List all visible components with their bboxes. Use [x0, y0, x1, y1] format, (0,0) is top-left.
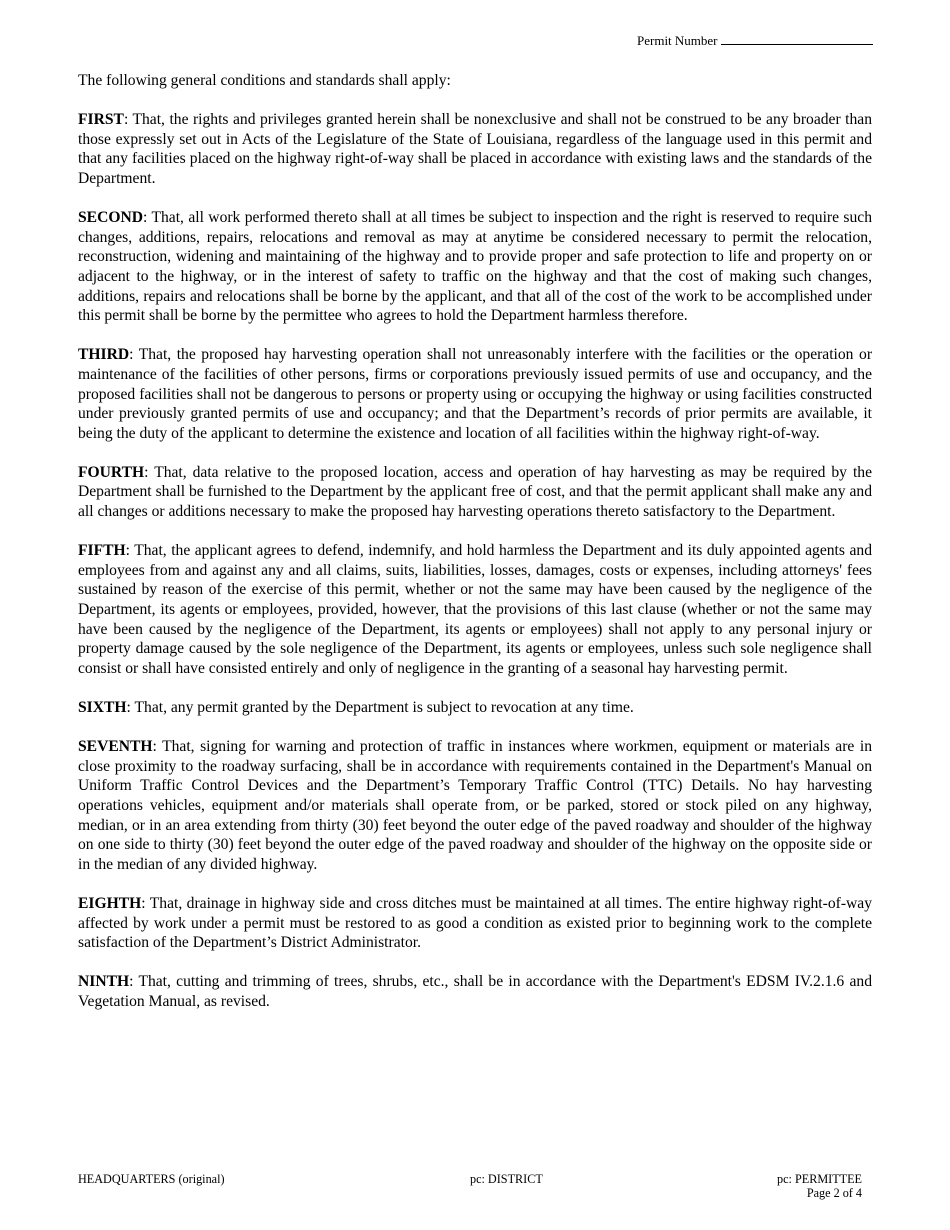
clause-separator: :	[129, 973, 139, 991]
clause-separator: :	[123, 111, 133, 129]
clause-separator: :	[141, 894, 150, 912]
clause-text: That, the applicant agrees to defend, indemnify, and hold harmless the Department and its duly appointed agents and employees from and against any and all claims, suits, liabilities, losses, damages, costs or expenses, including attorneys' fees sustained by reason of the exercise of this permit, whether or not the same may have been caused by the negligence of the Department, its agents or employees, provided, however, that the provisions of this last clause (whether or not the same may have been caused by the negligence of the Department, its agents or employees) shall not apply to any personal injury or property damage caused by the sole negligence of the Department, its agents or employees, unless such sole negligence shall consist or shall have consisted entirely and only of negligence in the granting of a seasonal hay harvesting permit.	[78, 542, 872, 677]
document-body	[78, 71, 872, 1031]
permit-number-field	[637, 33, 873, 49]
clause-text: That, cutting and trimming of trees, shrubs, etc., shall be in accordance with the Department's EDSM IV.2.1.6 and Vegetation Manual, as revised.	[78, 973, 872, 1010]
footer-headquarters: HEADQUARTERS (original)	[78, 1172, 225, 1186]
clause-label: THIRD	[78, 346, 130, 364]
clause-fifth	[78, 541, 872, 678]
clause-label: FOURTH	[78, 463, 145, 481]
clause-text: That, the rights and privileges granted herein shall be nonexclusive and shall not be construed to be any broader than those expressly set out in Acts of the Legislature of the State of Louisiana, regardless of the language used in this permit and that any facilities placed on the highway right-of-way shall be placed in accordance with existing laws and the standards of the Department.	[78, 111, 872, 187]
clause-text: That, drainage in highway side and cross ditches must be maintained at all times. The entire highway right-of-way affected by work under a permit must be restored to as good a condition as existed prior to beginning work to the complete satisfaction of the Department’s District Administrator.	[78, 894, 872, 952]
clause-second	[78, 208, 872, 326]
clause-label: SEVENTH	[78, 738, 153, 756]
clause-separator: :	[144, 463, 155, 481]
clause-text: That, all work performed thereto shall at all times be subject to inspection and the right is reserved to require such changes, additions, repairs, relocations and removal as may at anytime be considered necessary to permit the relocation, reconstruction, widening and maintaining of the highway and to provide proper and safe protection to life and property on or adjacent to the highway, or in the interest of safety to traffic on the highway and that the cost of making such changes, additions, repairs and relocations shall be borne by the applicant, and that all of the cost of the work to be accomplished under this permit shall be borne by the permittee who agrees to hold the Department harmless therefore.	[78, 209, 872, 325]
clause-text: That, any permit granted by the Department is subject to revocation at any time.	[134, 699, 634, 716]
clause-label: FIFTH	[78, 542, 126, 560]
clause-seventh	[78, 737, 872, 874]
clause-label: SECOND	[78, 209, 143, 227]
clause-label: SIXTH	[78, 699, 127, 716]
clause-ninth	[78, 972, 872, 1011]
footer-permittee: pc: PERMITTEE	[777, 1172, 862, 1186]
clause-separator: :	[125, 542, 135, 560]
clause-separator: :	[129, 346, 139, 364]
clause-label: FIRST	[78, 111, 124, 129]
clause-fourth	[78, 463, 872, 522]
clause-separator: :	[152, 738, 163, 756]
clause-third	[78, 345, 872, 443]
permit-number-blank-line	[721, 33, 873, 45]
intro-text: The following general conditions and standards shall apply:	[78, 72, 451, 89]
permit-number-label: Permit Number	[637, 33, 718, 48]
clause-separator: :	[143, 209, 152, 227]
clause-label: NINTH	[78, 973, 130, 991]
clause-text: That, data relative to the proposed location, access and operation of hay harvesting as may be required by the Department shall be furnished to the Department by the applicant free of cost, and that the permit applicant shall make any and all changes or additions necessary to make the proposed hay harvesting operations thereto satisfactory to the Department.	[78, 463, 872, 521]
clause-text: That, the proposed hay harvesting operation shall not unreasonably interfere with the facilities or the operation or maintenance of the facilities of other persons, firms or corporations previously issued permits of use and occupancy, and the proposed facilities shall not be dangerous to persons or property using or occupying the highway or using facilities constructed under previously granted permits of use and occupancy; and that the Department’s records of prior permits are available, it being the duty of the applicant to determine the existence and location of all facilities within the highway right-of-way.	[78, 346, 873, 442]
clause-separator: :	[126, 699, 135, 716]
footer-permittee-block	[777, 1172, 862, 1200]
page-number: Page 2 of 4	[806, 1186, 862, 1200]
clause-first	[78, 110, 872, 188]
footer-district: pc: DISTRICT	[470, 1172, 543, 1186]
clause-text: That, signing for warning and protection of traffic in instances where workmen, equipment or materials are in close proximity to the roadway surfacing, shall be in accordance with requirements contained in the Department's Manual on Uniform Traffic Control Devices and the Department’s Temporary Traffic Control (TTC) Details. No hay harvesting operations vehicles, equipment and/or materials shall operate from, or be parked, stored or stock piled on any highway, median, or in an area extending from thirty (30) feet beyond the outer edge of the paved roadway and shoulder of the highway on one side to thirty (30) feet beyond the outer edge of the paved roadway and shoulder of the highway on the opposite side or in the median of any divided highway.	[78, 738, 872, 873]
clause-sixth	[78, 698, 872, 718]
clause-eighth	[78, 894, 872, 953]
clause-label: EIGHTH	[78, 894, 142, 912]
